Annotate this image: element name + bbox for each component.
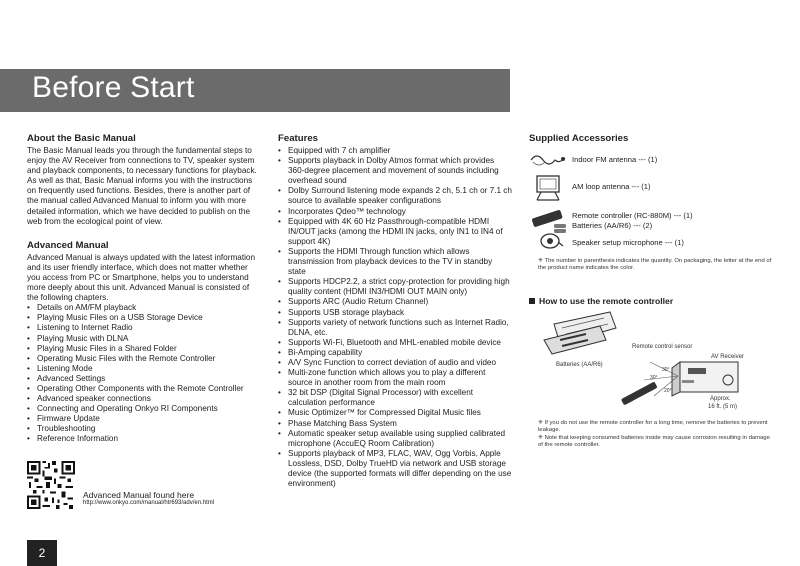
am-loop-antenna-icon [531, 174, 565, 202]
list-item: • Listening to Internet Radio [27, 323, 259, 333]
list-item: • Advanced speaker connections [27, 394, 259, 404]
advanced-manual-heading: Advanced Manual [27, 239, 109, 251]
left-column [27, 133, 259, 445]
av-receiver-illustration [672, 362, 738, 396]
list-item: • Supports HDCP2.2, a strict copy-protection for providing high quality content (HDMI IN3/HDMI OUT MAIN only) [278, 277, 512, 297]
label-receiver: AV Receiver [711, 354, 744, 360]
features-heading: Features [278, 133, 318, 144]
list-item: • Supports playback of MP3, FLAC, WAV, Ogg Vorbis, Apple Lossless, DSD, Dolby TrueHD via network and USB storage device (the supported formats will differ depending on the use environment) [278, 449, 512, 489]
list-item: • Firmware Update [27, 414, 259, 424]
label-approx: Approx. [710, 396, 731, 402]
list-item: • A/V Sync Function to correct deviation of audio and video [278, 358, 512, 368]
label-angle-top: 30° [662, 367, 670, 373]
page-title: Before Start [32, 71, 195, 104]
label-batteries: Batteries (AA/R6) [556, 362, 603, 368]
label-sensor: Remote control sensor [632, 344, 693, 350]
features-list [278, 146, 512, 489]
list-item: • Operating Music Files with the Remote Controller [27, 354, 259, 364]
label-angle-mid: 30° [650, 375, 658, 381]
heading-square-icon [529, 298, 535, 304]
list-item: • Phase Matching Bass System [278, 419, 512, 429]
list-item: • Equipped with 7 ch amplifier [278, 146, 512, 156]
list-item: • Supports variety of network functions such as Internet Radio, DLNA, etc. [278, 318, 512, 338]
list-item: • Listening Mode [27, 364, 259, 374]
list-item: • Supports ARC (Audio Return Channel) [278, 297, 512, 307]
remote-usage-heading-text: How to use the remote controller [539, 296, 674, 306]
remote-battery-illustration [544, 312, 616, 354]
advanced-manual-url-link[interactable]: http://www.onkyo.com/manual/htr693/adv/en.html [83, 500, 215, 506]
accessories-heading: Supplied Accessories [529, 133, 629, 144]
qr-code-icon[interactable] [27, 461, 75, 509]
title-banner [0, 69, 510, 112]
microphone-icon [538, 232, 564, 250]
list-item: • Incorporates Qdeo™ technology [278, 207, 512, 217]
list-item: • Music Optimizer™ for Compressed Digital Music files [278, 408, 512, 418]
list-item: • Automatic speaker setup available using supplied calibrated microphone (AccuEQ Room Calibration) [278, 429, 512, 449]
list-item: • 32 bit DSP (Digital Signal Processor) with excellent calculation performance [278, 388, 512, 408]
list-item: • Playing Music Files in a Shared Folder [27, 344, 259, 354]
list-item: • Equipped with 4K 60 Hz Passthrough-compatible HDMI IN/OUT jacks (among the HDMI IN jacks, only IN1 to IN4 of support 4K) [278, 217, 512, 247]
list-item: • Bi-Amping capability [278, 348, 512, 358]
features-column [278, 133, 512, 489]
basic-manual-body: The Basic Manual leads you through the fundamental steps to enjoy the AV Receiver from connections to TV, speaker system and playback components, to necessary functions for playback. As well as that, Basic Manual informs you with the instructions on frequently used functions. Besides, there is another part of the manual called Advanced Manual to inform you with more detailed information, which we have decided to publish on the web from the ecological point of view. [27, 146, 257, 226]
list-item: • Connecting and Operating Onkyo RI Components [27, 404, 259, 414]
accessory-fm-antenna: Indoor FM antenna --- (1) [572, 155, 658, 164]
remote-pointing-icon [621, 381, 658, 405]
accessories-note: ✳ The number in parenthesis indicates the quantity. On packaging, the letter at the end of the product name indicates the color. [538, 258, 772, 272]
basic-manual-heading: About the Basic Manual [27, 133, 136, 144]
remote-controller-icon [530, 206, 570, 234]
advanced-manual-link-label: Advanced Manual found here [83, 490, 195, 500]
remote-usage-heading [529, 296, 673, 306]
list-item: • Operating Other Components with the Remote Controller [27, 384, 259, 394]
advanced-chapter-list [27, 303, 259, 444]
remote-note-2: ✳ Note that keeping consumed batteries inside may cause corrosion resulting in damage of the remote controller. [538, 435, 770, 449]
list-item: • Troubleshooting [27, 424, 259, 434]
list-item: • Reference Information [27, 434, 259, 444]
label-distance: 16 ft. (5 m) [708, 404, 738, 410]
list-item: • Dolby Surround listening mode expands 2 ch, 5.1 ch or 7.1 ch source to available speaker configurations [278, 186, 512, 206]
page-number: 2 [27, 540, 57, 566]
list-item: • Supports USB storage playback [278, 308, 512, 318]
accessory-microphone: Speaker setup microphone --- (1) [572, 238, 684, 247]
accessory-am-antenna: AM loop antenna --- (1) [572, 182, 651, 191]
list-item: • Supports the HDMI Through function which allows transmission from playback devices to the TV in standby state [278, 247, 512, 277]
advanced-manual-body: Advanced Manual is always updated with the latest information and its user friendly interface, which does not matter whether you access from PC or Smartphone, helps you to understand more deeply about this unit. Advanced Manual is consisted of the following chapters. [27, 252, 256, 303]
list-item: • Details on AM/FM playback [27, 303, 259, 313]
list-item: • Playing Music with DLNA [27, 334, 259, 344]
list-item: • Multi-zone function which allows you to play a different source in another room from the main room [278, 368, 512, 388]
accessory-remote: Remote controller (RC-880M) --- (1) [572, 211, 693, 220]
fm-antenna-icon [529, 150, 567, 170]
list-item: • Advanced Settings [27, 374, 259, 384]
label-angle-bot: 20° [664, 388, 672, 394]
remote-note-1: ✳ If you do not use the remote controller for a long time, remove the batteries to prevent leakage. [538, 420, 768, 434]
list-item: • Supports Wi-Fi, Bluetooth and MHL-enabled mobile device [278, 338, 512, 348]
list-item: • Supports playback in Dolby Atmos format which provides 360-degree placement and movement of sounds including overhead sound [278, 156, 512, 186]
list-item: • Playing Music Files on a USB Storage Device [27, 313, 259, 323]
accessory-batteries: Batteries (AA/R6) --- (2) [572, 221, 653, 230]
